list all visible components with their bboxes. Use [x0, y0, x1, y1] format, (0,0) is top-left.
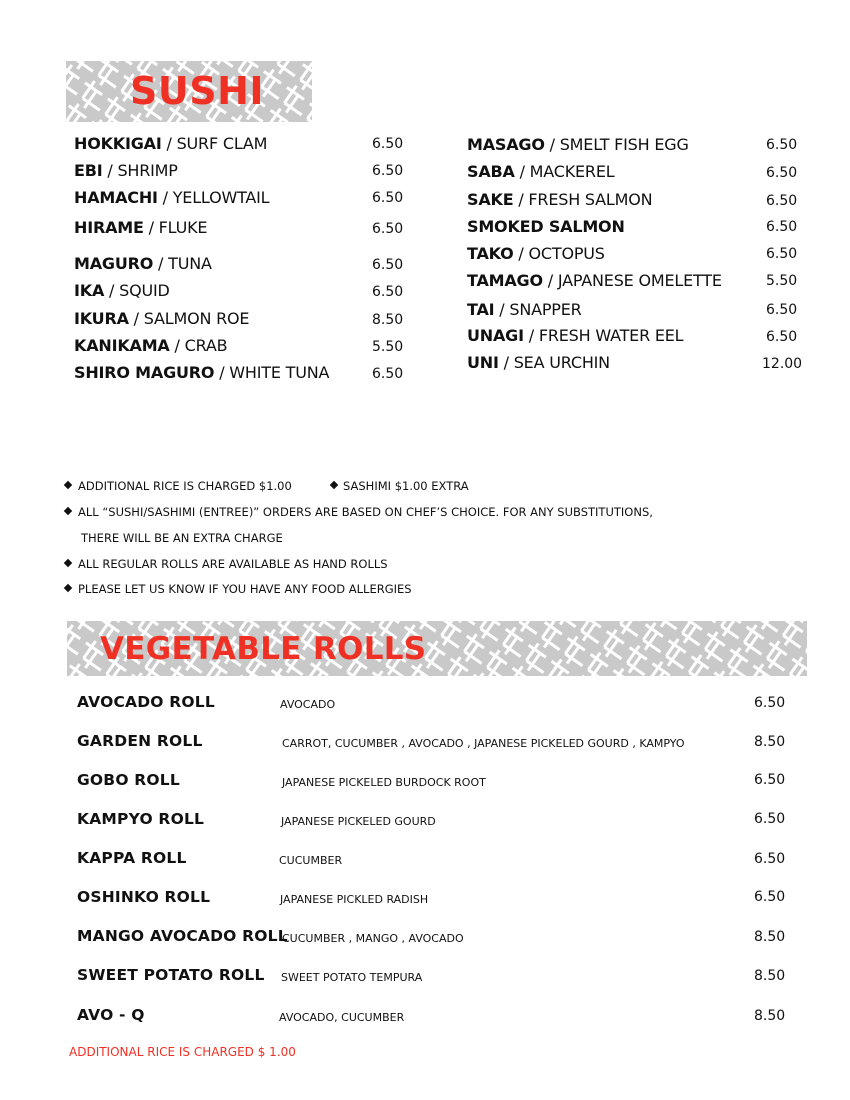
item-english: WHITE TUNA: [229, 363, 330, 382]
roll-name: SWEET POTATO ROLL: [77, 966, 265, 984]
item-name: HAMACHI: [74, 188, 158, 207]
item-name: EBI: [74, 161, 103, 180]
item-name: HIRAME: [74, 218, 144, 237]
item-english: JAPANESE OMELETTE: [557, 271, 722, 290]
menu-item: TAI / SNAPPER: [467, 300, 582, 319]
item-english: SURF CLAM: [176, 134, 268, 153]
roll-price: 8.50: [754, 929, 786, 945]
roll-price: 8.50: [754, 1008, 786, 1024]
menu-item: SABA / MACKEREL: [467, 162, 615, 181]
item-price: 6.50: [766, 193, 798, 209]
menu-item: MAGURO / TUNA: [74, 254, 212, 273]
note-hand-rolls: ALL REGULAR ROLLS ARE AVAILABLE AS HAND ROLLS: [78, 557, 388, 571]
item-price: 5.50: [372, 339, 404, 355]
diamond-bullet-icon: [64, 559, 72, 567]
menu-item: HAMACHI / YELLOWTAIL: [74, 188, 270, 207]
roll-description: JAPANESE PICKELED BURDOCK ROOT: [282, 776, 486, 789]
vegetable-rolls-section-title: VEGETABLE ROLLS: [100, 631, 427, 667]
item-price: 6.50: [372, 163, 404, 179]
item-name: SABA: [467, 162, 515, 181]
menu-item: HOKKIGAI / SURF CLAM: [74, 134, 268, 153]
roll-description: CUCUMBER , MANGO , AVOCADO: [282, 932, 464, 945]
roll-description: AVOCADO, CUCUMBER: [279, 1011, 405, 1024]
roll-price: 6.50: [754, 889, 786, 905]
item-price: 6.50: [766, 165, 798, 181]
item-english: OCTOPUS: [528, 244, 605, 263]
item-name: TAKO: [467, 244, 514, 263]
item-name: IKURA: [74, 309, 129, 328]
note-chef-choice: ALL “SUSHI/SASHIMI (ENTREE)” ORDERS ARE BASED ON CHEF’S CHOICE. FOR ANY SUBSTITUTIONS,: [78, 505, 653, 519]
item-english: SHRIMP: [117, 161, 178, 180]
note-chef-choice-cont: THERE WILL BE AN EXTRA CHARGE: [81, 531, 283, 545]
item-english: TUNA: [168, 254, 212, 273]
item-english: SQUID: [119, 281, 170, 300]
item-price: 5.50: [766, 273, 798, 289]
item-price: 6.50: [372, 366, 404, 382]
item-price: 6.50: [766, 137, 798, 153]
item-name: IKA: [74, 281, 105, 300]
item-english: CRAB: [184, 336, 228, 355]
roll-description: CARROT, CUCUMBER , AVOCADO , JAPANESE PICKELED GOURD , KAMPYO: [282, 737, 685, 750]
roll-name: KAPPA ROLL: [77, 849, 187, 867]
item-english: FLUKE: [158, 218, 208, 237]
menu-item: SAKE / FRESH SALMON: [467, 190, 653, 209]
note-sashimi: SASHIMI $1.00 EXTRA: [343, 479, 469, 493]
diamond-bullet-icon: [330, 481, 338, 489]
note-rice: ADDITIONAL RICE IS CHARGED $1.00: [78, 479, 292, 493]
menu-item: SHIRO MAGURO / WHITE TUNA: [74, 363, 330, 382]
item-name: UNI: [467, 353, 499, 372]
menu-item: IKA / SQUID: [74, 281, 170, 300]
item-price: 12.00: [762, 356, 803, 372]
menu-item: UNAGI / FRESH WATER EEL: [467, 326, 684, 345]
note-allergies: PLEASE LET US KNOW IF YOU HAVE ANY FOOD ALLERGIES: [78, 582, 412, 596]
item-name: UNAGI: [467, 326, 524, 345]
item-english: SNAPPER: [509, 300, 582, 319]
roll-price: 6.50: [754, 695, 786, 711]
item-english: SEA URCHIN: [513, 353, 610, 372]
additional-rice-note: ADDITIONAL RICE IS CHARGED $ 1.00: [69, 1045, 296, 1059]
sushi-banner: [66, 61, 312, 122]
menu-item: TAMAGO / JAPANESE OMELETTE: [467, 271, 722, 290]
roll-description: AVOCADO: [280, 698, 336, 711]
item-price: 6.50: [766, 329, 798, 345]
roll-name: KAMPYO ROLL: [77, 810, 205, 828]
item-price: 6.50: [372, 190, 404, 206]
item-name: TAI: [467, 300, 495, 319]
roll-name: GOBO ROLL: [77, 771, 180, 789]
item-price: 6.50: [372, 221, 404, 237]
menu-item: MASAGO / SMELT FISH EGG: [467, 135, 689, 154]
item-english: SALMON ROE: [143, 309, 250, 328]
item-name: SHIRO MAGURO: [74, 363, 215, 382]
item-price: 6.50: [372, 136, 404, 152]
roll-name: MANGO AVOCADO ROLL: [77, 927, 288, 945]
item-price: 6.50: [766, 219, 798, 235]
item-english: SMELT FISH EGG: [559, 135, 689, 154]
menu-item: TAKO / OCTOPUS: [467, 244, 605, 263]
roll-name: AVO - Q: [77, 1006, 145, 1024]
item-price: 6.50: [766, 246, 798, 262]
item-english: FRESH WATER EEL: [538, 326, 684, 345]
menu-item: IKURA / SALMON ROE: [74, 309, 250, 328]
menu-item: KANIKAMA / CRAB: [74, 336, 228, 355]
menu-item: EBI / SHRIMP: [74, 161, 178, 180]
roll-description: JAPANESE PICKELED GOURD: [281, 815, 436, 828]
item-name: MASAGO: [467, 135, 545, 154]
roll-description: SWEET POTATO TEMPURA: [281, 971, 423, 984]
roll-price: 6.50: [754, 851, 786, 867]
roll-name: OSHINKO ROLL: [77, 888, 211, 906]
item-name: HOKKIGAI: [74, 134, 162, 153]
item-price: 6.50: [372, 284, 404, 300]
item-name: SMOKED SALMON: [467, 217, 625, 236]
roll-description: JAPANESE PICKLED RADISH: [280, 893, 429, 906]
diamond-bullet-icon: [64, 584, 72, 592]
diamond-bullet-icon: [64, 507, 72, 515]
roll-price: 8.50: [754, 968, 786, 984]
diamond-bullet-icon: [64, 481, 72, 489]
item-english: YELLOWTAIL: [172, 188, 270, 207]
item-name: MAGURO: [74, 254, 154, 273]
roll-price: 6.50: [754, 772, 786, 788]
roll-name: GARDEN ROLL: [77, 732, 203, 750]
roll-name: AVOCADO ROLL: [77, 693, 215, 711]
item-price: 8.50: [372, 312, 404, 328]
roll-price: 6.50: [754, 811, 786, 827]
item-price: 6.50: [372, 257, 404, 273]
item-name: TAMAGO: [467, 271, 543, 290]
vegetable-rolls-banner: [67, 621, 807, 676]
item-name: SAKE: [467, 190, 514, 209]
menu-item: HIRAME / FLUKE: [74, 218, 208, 237]
menu-item: [467, 217, 625, 236]
item-name: KANIKAMA: [74, 336, 170, 355]
menu-item: UNI / SEA URCHIN: [467, 353, 610, 372]
item-english: FRESH SALMON: [528, 190, 653, 209]
sushi-section-title: SUSHI: [130, 69, 265, 113]
roll-price: 8.50: [754, 734, 786, 750]
roll-description: CUCUMBER: [279, 854, 343, 867]
item-english: MACKEREL: [529, 162, 615, 181]
item-price: 6.50: [766, 302, 798, 318]
